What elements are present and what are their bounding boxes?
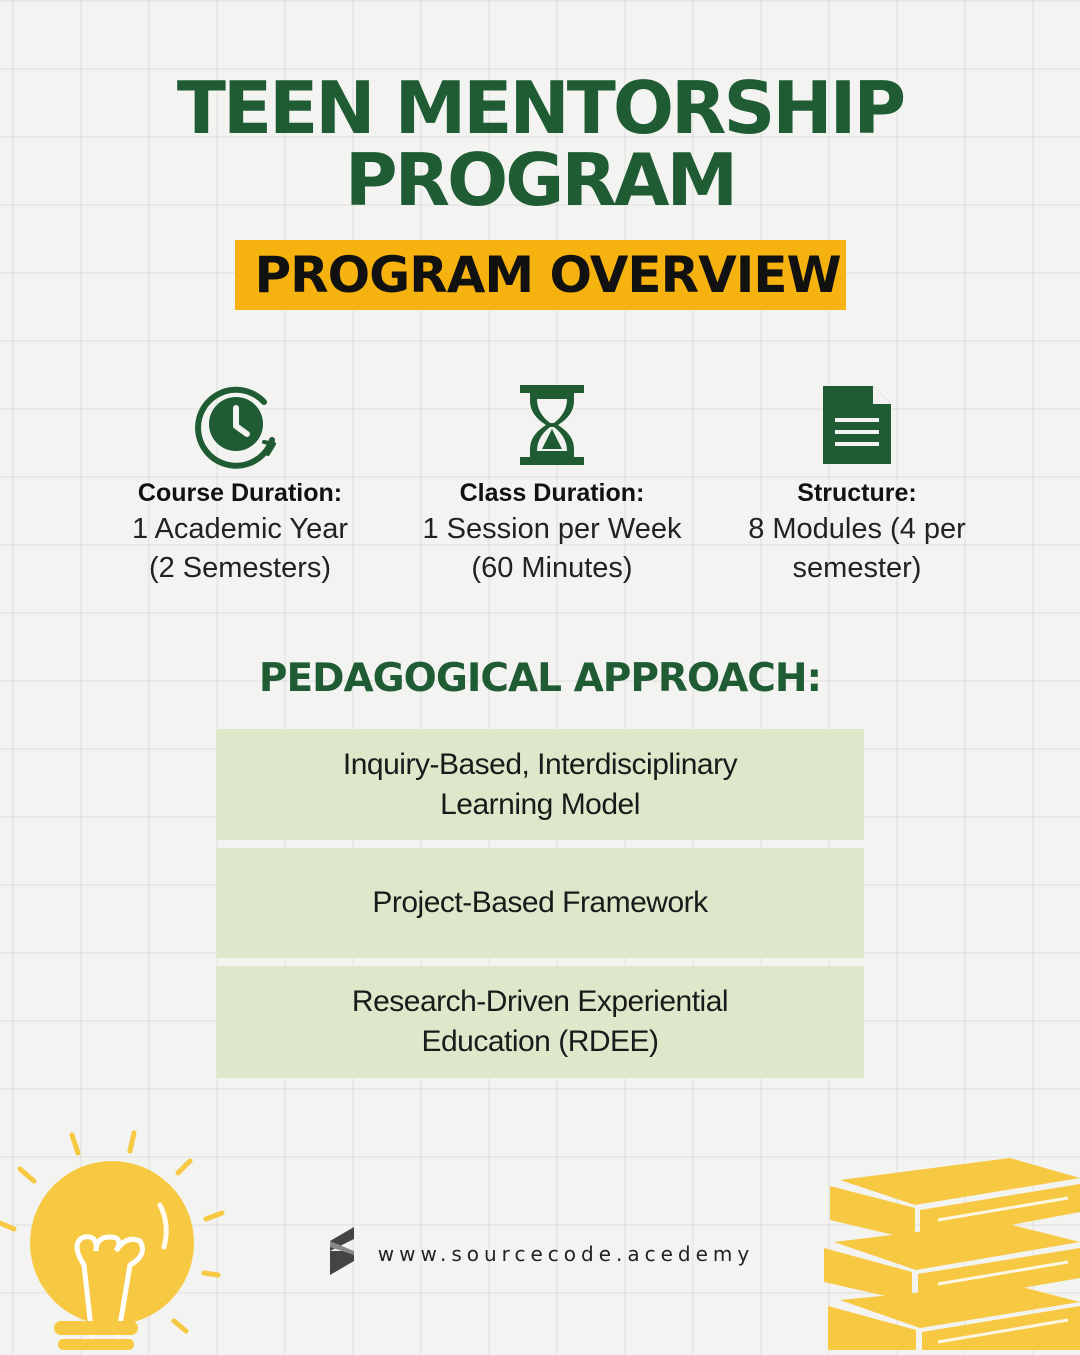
feature-structure xyxy=(692,380,1022,586)
overview-banner-wrap xyxy=(0,240,1080,310)
pedagogy-item-project xyxy=(216,848,864,958)
overview-banner: PROGRAM OVERVIEW xyxy=(235,240,846,310)
feature-title: Class Duration: xyxy=(459,479,645,507)
document-icon xyxy=(692,380,1022,470)
feature-desc-line1: 8 Modules (4 per xyxy=(748,513,966,545)
title-line-1: TEEN MENTORSHIP xyxy=(176,66,904,150)
feature-desc-line2: semester) xyxy=(792,552,922,584)
logo-icon xyxy=(326,1225,358,1282)
books-icon xyxy=(820,1150,1080,1355)
feature-title: Course Duration: xyxy=(137,479,343,507)
website-url[interactable]: www.sourcecode.acedemy xyxy=(377,1241,755,1266)
clock-icon xyxy=(75,380,405,470)
page-title xyxy=(0,66,1080,222)
pedagogy-item-line1: Project-Based Framework xyxy=(372,886,708,919)
feature-desc-line2: (2 Semesters) xyxy=(148,552,332,584)
title-line-2: PROGRAM xyxy=(344,138,736,222)
pedagogy-item-line1: Inquiry-Based, Interdisciplinary xyxy=(342,747,738,781)
feature-title: Structure: xyxy=(797,479,917,507)
hourglass-icon xyxy=(387,380,717,470)
feature-desc-line1: 1 Academic Year xyxy=(131,513,349,545)
pedagogy-item-research xyxy=(216,966,864,1078)
pedagogy-item-inquiry xyxy=(216,729,864,840)
pedagogy-item-line2: Education (RDEE) xyxy=(421,1025,659,1058)
feature-course-duration xyxy=(75,380,405,586)
feature-class-duration xyxy=(387,380,717,586)
pedagogy-item-line1: Research-Driven Experiential xyxy=(351,985,729,1018)
feature-desc-line1: 1 Session per Week xyxy=(422,513,682,545)
pedagogy-item-line2: Learning Model xyxy=(440,787,640,821)
pedagogy-title: PEDAGOGICAL APPROACH: xyxy=(258,656,822,701)
feature-desc-line2: (60 Minutes) xyxy=(471,552,633,584)
